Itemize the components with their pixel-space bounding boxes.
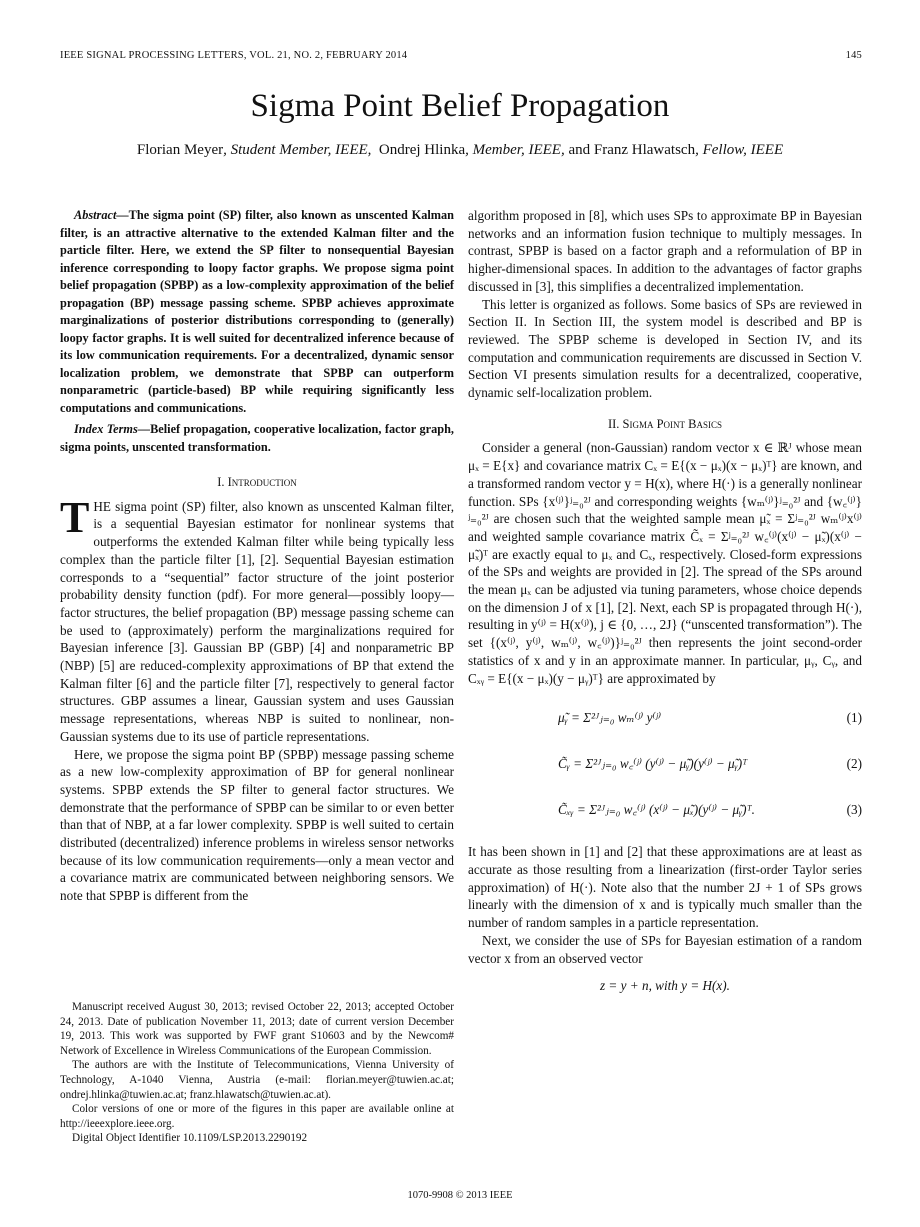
paper-title: Sigma Point Belief Propagation (250, 88, 670, 124)
footnote: Manuscript received August 30, 2013; revised October 22, 2013; accepted October 24, 2013. Date of publication November 11, 2013; date of current version December 19, 2013. This work was supported by FWF grant S10603 and by the Newcom# Network of Excellence in Wireless Communications of the European Commission. (60, 1001, 454, 1057)
equation-body: C̃ᵧ = Σ²ᴶⱼ₌₀ w꜀⁽ʲ⁾ (y⁽ʲ⁾ − μ̃ᵧ)(y⁽ʲ⁾ − μ̃ᵧ)ᵀ (558, 756, 748, 772)
intro-paragraph (60, 492, 454, 746)
left-column (60, 207, 454, 905)
equation-number: (2) (846, 756, 862, 772)
page-number: 145 (845, 50, 862, 61)
body-paragraph: Next, we consider the use of SPs for Bayesian estimation of a random vector x from an observed vector (468, 932, 862, 966)
author-name: Florian Meyer (136, 142, 224, 158)
section-heading-introduction: I. Introduction (217, 475, 297, 489)
footnote: The authors are with the Institute of Telecommunications, Vienna University of Technology, A-1040 Vienna, Austria (e-mail: florian.meyer@tuwien.ac.at; ondrej.hlinka@tuwien.ac.at; franz.hlawatsch@tuwien.ac.at). (60, 1059, 454, 1101)
author-and: and (568, 142, 591, 158)
abstract-text: The sigma point (SP) filter, also known as unscented Kalman filter, is an attractive alternative to the extended Kalman filter and the particle filter. Here, we extend the SP filter to nonsequential Bayesian inference corresponding to loopy factor graphs. We propose sigma point belief propagation (SPBP) as a low-complexity approximation of the belief propagation (BP) message passing scheme. SPBP achieves approximate marginalizations of posterior distributions corresponding to (generally) loopy factor graphs. It is well suited for decentralized inference because of its low communication requirements. For a decentralized, dynamic sensor localization problem, we demonstrate that SPBP can outperform nonparametric (particle-based) BP while requiring significantly less computations and communications. (60, 208, 454, 415)
equation-3 (468, 787, 862, 833)
body-paragraph: This letter is organized as follows. Some basics of SPs are reviewed in Section II. In Section III, the system model is described and BP is reviewed. The SPBP scheme is developed in Section IV, and its computation and communication requirements are discussed in Section V. Section VI presents simulation results for a decentralized, cooperative, dynamic self-localization problem. (468, 296, 862, 401)
intro-paragraph: Here, we propose the sigma point BP (SPBP) message passing scheme as a new low-complexity approximation of BP for general nonlinear systems. SPBP extends the SP filter to general factor structures. We demonstrate that the performance of SPBP can be similar to or even better than that of NBP, at a far lower complexity. SPBP is well suited to certain distributed (decentralized) inference problems in wireless sensor networks because of its low communication requirements—only a mean vector and a covariance matrix are communicated between neighboring sensors. We note that SPBP is different from the (60, 746, 454, 904)
equation-4: z = y + n, with y = H(x). (600, 978, 730, 994)
body-paragraph: It has been shown in [1] and [2] that these approximations are at least as accurate as those resulting from a linearization (first-order Taylor series approximation) of H(·). Note also that the number 2J + 1 of SPs grows linearly with the dimension of x and is typically much smaller than the number of random samples in a particle representation. (468, 844, 862, 931)
abstract-label: Abstract— (74, 208, 129, 222)
running-header: IEEE SIGNAL PROCESSING LETTERS, VOL. 21, NO. 2, FEBRUARY 2014 (60, 50, 408, 61)
drop-cap: T (60, 492, 90, 542)
footnote: Digital Object Identifier 10.1109/LSP.2013.2290192 (72, 1132, 308, 1145)
index-terms-label: Index Terms— (74, 422, 151, 436)
index-terms (60, 421, 454, 456)
equation-2 (468, 741, 862, 787)
abstract (60, 207, 454, 417)
author-role: , Member, IEEE, (465, 142, 565, 158)
author-name: Ondrej Hlinka (378, 142, 466, 158)
equation-body: C̃ₓᵧ = Σ²ᴶⱼ₌₀ w꜀⁽ʲ⁾ (x⁽ʲ⁾ − μ̃ₓ)(y⁽ʲ⁾ − μ̃ᵧ)ᵀ. (558, 802, 755, 818)
equation-number: (1) (846, 710, 862, 726)
footnotes (60, 1000, 454, 1146)
author-name: Franz Hlawatsch (593, 142, 696, 158)
right-column (468, 207, 862, 995)
copyright-footer: 1070-9908 © 2013 IEEE (407, 1190, 513, 1201)
equation-1 (468, 695, 862, 741)
section-heading-sigma-point-basics: II. Sigma Point Basics (607, 416, 723, 431)
body-paragraph: Consider a general (non-Gaussian) random vector x ∈ ℝᴶ whose mean μₓ = E{x} and covariance matrix Cₓ = E{(x − μₓ)(x − μₓ)ᵀ} are known, and a transformed random vector y = H(x), where H(·) is a generally nonlinear function. SPs {x⁽ʲ⁾}ʲ₌₀²ᴶ and corresponding weights {wₘ⁽ʲ⁾}ʲ₌₀²ᴶ and {w꜀⁽ʲ⁾}ʲ₌₀²ᴶ are chosen such that the weighted sample mean μ̃ₓ = Σʲ₌₀²ᴶ wₘ⁽ʲ⁾x⁽ʲ⁾ and weighted sample covariance matrix C̃ₓ = Σʲ₌₀²ᴶ w꜀⁽ʲ⁾(x⁽ʲ⁾ − μ̃ₓ)(x⁽ʲ⁾ − μ̃ₓ)ᵀ are exactly equal to μₓ and Cₓ, respectively. Closed-form expressions of the SPs and weights are provided in [2]. The spread of the SPs around the mean μₓ can be adjusted via tuning parameters, whose choice depends on the dimension J of x [1], [2]. Next, each SP is propagated through H(·), resulting in y⁽ʲ⁾ = H(x⁽ʲ⁾), j ∈ {0, …, 2J} (“unscented transformation”). The set {(x⁽ʲ⁾, y⁽ʲ⁾, wₘ⁽ʲ⁾, w꜀⁽ʲ⁾)}ʲ₌₀²ᴶ then represents the joint second-order statistics of x and y in an approximate manner. In particular, μᵧ, Cᵧ, and Cₓᵧ = E{(x − μₓ)(y − μᵧ)ᵀ} are approximated by (468, 440, 862, 686)
equation-number: (3) (846, 802, 862, 818)
author-role: , Fellow, IEEE (695, 142, 784, 158)
footnote: Color versions of one or more of the figures in this paper are available online at http://ieeexplore.ieee.org. (60, 1103, 454, 1130)
index-terms-text: Belief propagation, cooperative localization, factor graph, sigma points, unscented transformation. (60, 422, 454, 454)
author-role: , Student Member, IEEE, (223, 142, 372, 158)
author-list (0, 142, 920, 159)
equation-body: μ̃ᵧ = Σ²ᴶⱼ₌₀ wₘ⁽ʲ⁾ y⁽ʲ⁾ (558, 710, 662, 726)
intro-text: HE sigma point (SP) filter, also known as unscented Kalman filter, is a sequential Bayesian estimator for nonlinear systems that outperforms the extended Kalman filter while being typically less complex than the particle filter [1], [2]. Sequential Bayesian estimation corresponds to a “sequential” factor structure of the joint posterior probability density function (pdf). For more general—possibly loopy—factor structures, the belief propagation (BP) message passing scheme can be used to (approximately) perform the marginalizations required for Bayesian inference [3]. Gaussian BP (GBP) [4] and nonparametric BP (NBP) [5] are reduced-complexity approximations of BP that extend the Kalman filter [6] and the particle filter [7], respectively to general factor structures. GBP assumes a linear, Gaussian system and uses Gaussian message representations, whereas NBP is suited to nonlinear, non-Gaussian systems due to its use of particle representations. (60, 498, 454, 744)
body-paragraph: algorithm proposed in [8], which uses SPs to approximate BP in Bayesian networks and an information fusion technique to multiply messages. In contrast, SPBP is based on a factor graph and a reformulation of BP in higher-dimensional spaces. In addition to the advantages of factor graphs discussed in [3], this simplifies a decentralized implementation. (468, 208, 862, 294)
